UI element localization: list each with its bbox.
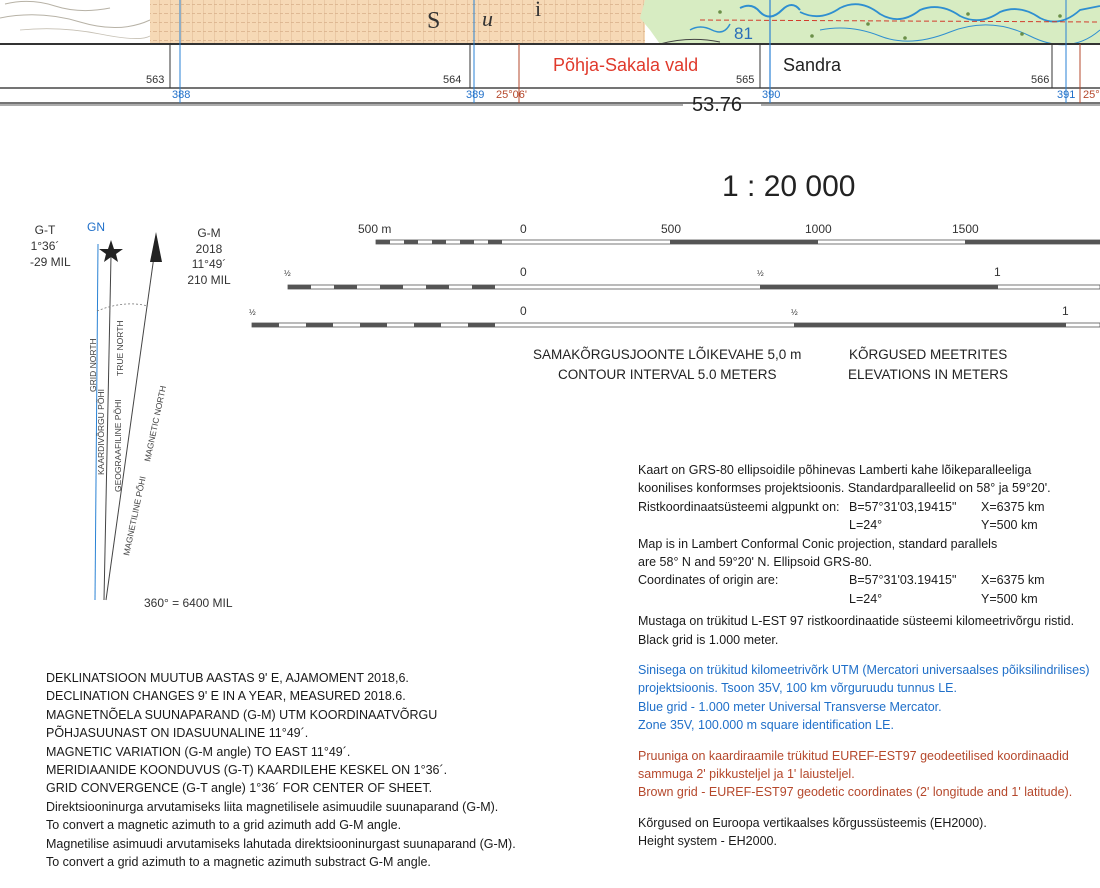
- map-strip: [0, 0, 1100, 45]
- magnetic-north-label-en: MAGNETIC NORTH: [142, 384, 169, 463]
- elevations-en: ELEVATIONS IN METERS: [848, 367, 1009, 382]
- place-letter-s: S: [427, 8, 441, 34]
- forest-area: [640, 0, 700, 44]
- scale-row1-label-1500: 1500: [952, 222, 979, 236]
- declination-notes: DEKLINATSIOON MUUTUB AASTAS 9' E, AJAMOMENT 2018,6. DECLINATION CHANGES 9' E IN A YEAR, MEASURED 2018.6. MAGNETNÕELA SUUNAPARAND (G-M) UTM KOORDINAATVÕRGU PÕHJASUUNAST ON IDASUUNALINE 11°49´. MAGNETIC VARIATION (G-M angle) TO EAST 11°49´. MERIDIAANIDE KOONDUVUS (G-T) KAARDILEHE KESKEL ON 1°36´. GRID CONVERGENCE (G-T angle) 1°36´ FOR CENTER OF SHEET. Direktsiooninurga arvutamiseks liita magnetilisele asimuudile suunaparand (G-M). To convert a magnetic azimuth to a grid azimuth add G-M angle. Magnetilise asimuudi arvutamiseks lahutada direktsiooninurgast suunaparand (G-M). To convert a grid azimuth to a magnetic azimuth substract G-M angle.: [46, 671, 516, 870]
- scale-row2-label-half: ½: [757, 269, 764, 278]
- projection-notes: Kaart on GRS-80 ellipsoidile põhinevas Lamberti kahe lõikeparalleeliga koonilises konformses projektsioonis. Standardparalleelid on 58° ja 59°20'. Ristkoordinaatsüsteemi algpunkt on: B=57°31'03,19415" X=6375 km L=24° Y=500 km Map is in Lambert Conformal Conic projection, standard parallels are 58° N and 59°20' N. Ellipsoid GRS-80. Coordinates of origin are: B=57°31'03.19415" X=6375 km L=24° Y=500 km Mustaga on trükitud L-EST 97 ristkoordinaatide süsteemi kilomeetrivõrgu ristid. Black grid is 1.000 meter. Sinisega on trükitud kilomeetrivõrk UTM (Mercatori universaalses põiksilindrilises) projektsioonis. Tsoon 35V, 100 km võrguruudu tunnus LE. Blue grid - 1.000 meter Universal Transverse Mercator. Zone 35V, 100.000 m square identification LE. Pruuniga on kaardiraamile trükitud EUREF-EST97 geodeetilised koordinaadid sammuga 2' pikkusteljel ja 1' laiusteljel. Brown grid - EUREF-EST97 geodetic coordinates (2' longitude and 1' latitude). Kõrgused on Euroopa vertikaalses kõrgussüsteemis (EH2000). Height system - EH2000.: [638, 463, 1090, 849]
- contour-interval-en: CONTOUR INTERVAL 5.0 METERS: [558, 367, 777, 382]
- grid-north-gn-label: GN: [87, 220, 105, 234]
- easting-label-563: 563: [146, 74, 165, 86]
- scale-ratio: 1 : 20 000: [722, 170, 856, 203]
- elevations-et: KÕRGUSED MEETRITES: [849, 347, 1008, 362]
- scale-row3-label-half-left: ½: [249, 308, 256, 317]
- easting-label-566: 566: [1031, 74, 1050, 86]
- scale-row2-label-1: 1: [994, 265, 1001, 279]
- utm-label-389: 389: [466, 89, 485, 101]
- easting-label-565: 565: [736, 74, 755, 86]
- map-area-open: [0, 0, 150, 44]
- magnetic-north-arrow-icon: [150, 232, 162, 262]
- mil-note: 360° = 6400 MIL: [144, 596, 233, 610]
- magnetic-north-label-et: MAGNETILINE PÕHI: [121, 475, 148, 557]
- scale-row3-label-1: 1: [1062, 304, 1069, 318]
- sheet-number: 53.76: [692, 94, 743, 116]
- village-name: Sandra: [783, 55, 842, 75]
- scale-row1-label-500: 500: [661, 222, 682, 236]
- true-north-label-en: TRUE NORTH: [115, 320, 125, 376]
- utm-label-388: 388: [172, 89, 191, 101]
- road-number-label: 81: [734, 24, 753, 43]
- scale-bar-meters: [376, 240, 1100, 244]
- grid-north-label-et: KAARDIVÕRGU PÕHI: [96, 389, 106, 475]
- grid-north-label-en: GRID NORTH: [88, 338, 98, 392]
- farmland-area: [150, 0, 645, 44]
- scale-row3-label-half: ½: [791, 308, 798, 317]
- scale-bar-row2: [288, 285, 1100, 289]
- longitude-label-25: 25°: [1083, 89, 1100, 101]
- gt-angle-label: G-T 1°36´ -29 MIL: [30, 223, 71, 269]
- scale-bar-row3: [252, 323, 1100, 327]
- contour-interval-et: SAMAKÕRGUSJOONTE LÕIKEVAHE 5,0 m: [533, 347, 802, 362]
- place-letter-u: u: [482, 6, 493, 31]
- scale-row2-label-0: 0: [520, 265, 527, 279]
- gm-angle-label: G-M 2018 11°49´ 210 MIL: [187, 226, 231, 287]
- true-north-label-et: GEOGRAAFILINE PÕHI: [113, 399, 123, 492]
- scale-row1-label-500m: 500 m: [358, 222, 392, 236]
- longitude-label-2506: 25°06': [496, 89, 527, 101]
- scale-row1-label-1000: 1000: [805, 222, 832, 236]
- scale-row1-label-0: 0: [520, 222, 527, 236]
- scale-row2-label-half-left: ½: [284, 269, 291, 278]
- easting-label-564: 564: [443, 74, 462, 86]
- utm-label-390: 390: [762, 89, 781, 101]
- place-letter-i: i: [535, 0, 542, 21]
- utm-label-391: 391: [1057, 89, 1076, 101]
- scale-row3-label-0: 0: [520, 304, 527, 318]
- scale-bars: [252, 240, 1100, 327]
- parish-name: Põhja-Sakala vald: [553, 55, 699, 75]
